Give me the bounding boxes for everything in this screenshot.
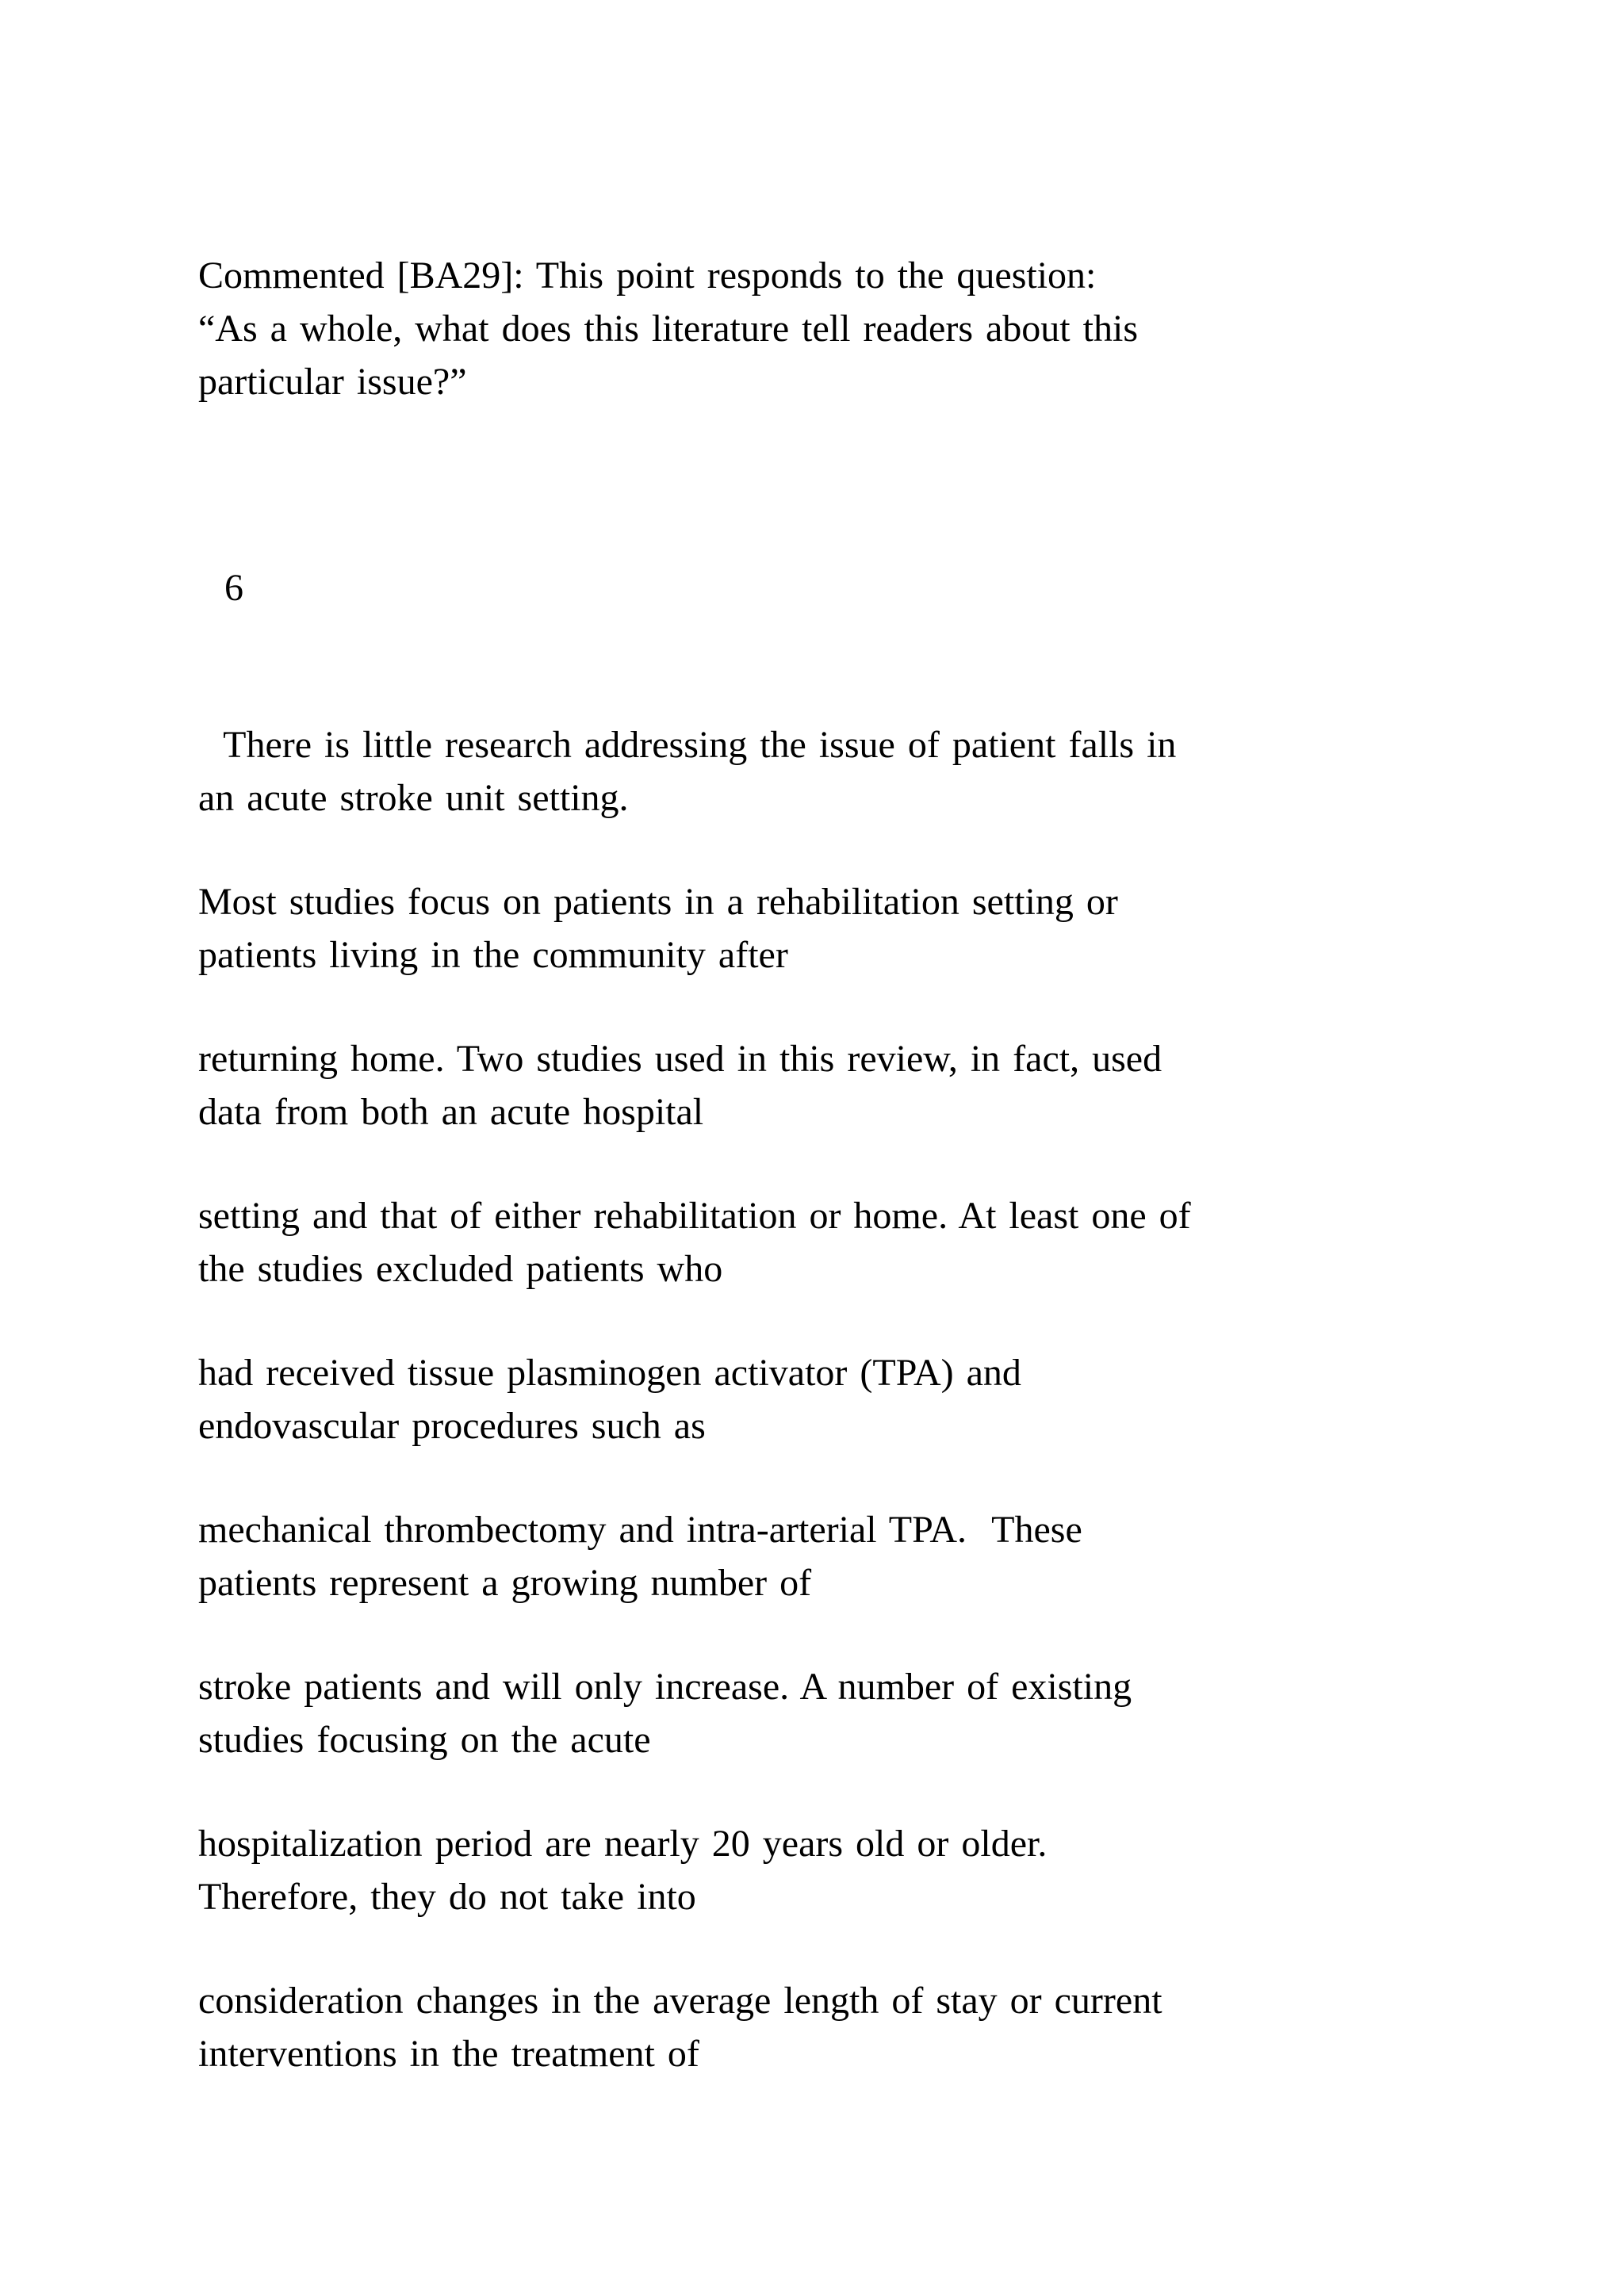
body-line: hospitalization period are nearly 20 years old or older. <box>198 1823 1048 1865</box>
paragraph <box>198 1032 1467 1138</box>
comment-line: “As a whole, what does this literature tell readers about this <box>198 308 1138 350</box>
paragraph <box>198 1503 1467 1609</box>
body-line: mechanical thrombectomy and intra-arterial TPA. These <box>198 1509 1082 1551</box>
body-line: patients living in the community after <box>198 934 788 976</box>
body-line: returning home. Two studies used in this review, in fact, used <box>198 1038 1162 1080</box>
body-line: studies focusing on the acute <box>198 1719 651 1761</box>
body-line: endovascular procedures such as <box>198 1405 706 1447</box>
body-line: the studies excluded patients who <box>198 1248 723 1290</box>
comment-annotation <box>198 249 1467 408</box>
body-line: interventions in the treatment of <box>198 2033 699 2075</box>
body-line: data from both an acute hospital <box>198 1091 704 1133</box>
paragraph <box>198 1189 1467 1295</box>
paragraph <box>198 1660 1467 1766</box>
body-line: Therefore, they do not take into <box>198 1876 696 1918</box>
body-line: had received tissue plasminogen activator (TPA) and <box>198 1352 1021 1394</box>
comment-line: Commented [BA29]: This point responds to the question: <box>198 254 1097 297</box>
paragraph <box>198 875 1467 982</box>
body-line: stroke patients and will only increase. A number of existing <box>198 1666 1132 1708</box>
body-line: patients represent a growing number of <box>198 1562 812 1604</box>
paragraph <box>198 718 1467 825</box>
body-line: an acute stroke unit setting. <box>198 777 629 819</box>
paragraph <box>198 1817 1467 1923</box>
page-number: 6 <box>224 567 243 609</box>
comment-line: particular issue?” <box>198 361 467 403</box>
paragraph <box>198 1346 1467 1452</box>
body-line: There is little research addressing the issue of patient falls in <box>198 724 1177 766</box>
paragraph <box>198 1974 1467 2080</box>
body-line: Most studies focus on patients in a rehabilitation setting or <box>198 881 1118 923</box>
body-line: setting and that of either rehabilitation or home. At least one of <box>198 1195 1191 1237</box>
body-line: consideration changes in the average length of stay or current <box>198 1980 1162 2022</box>
